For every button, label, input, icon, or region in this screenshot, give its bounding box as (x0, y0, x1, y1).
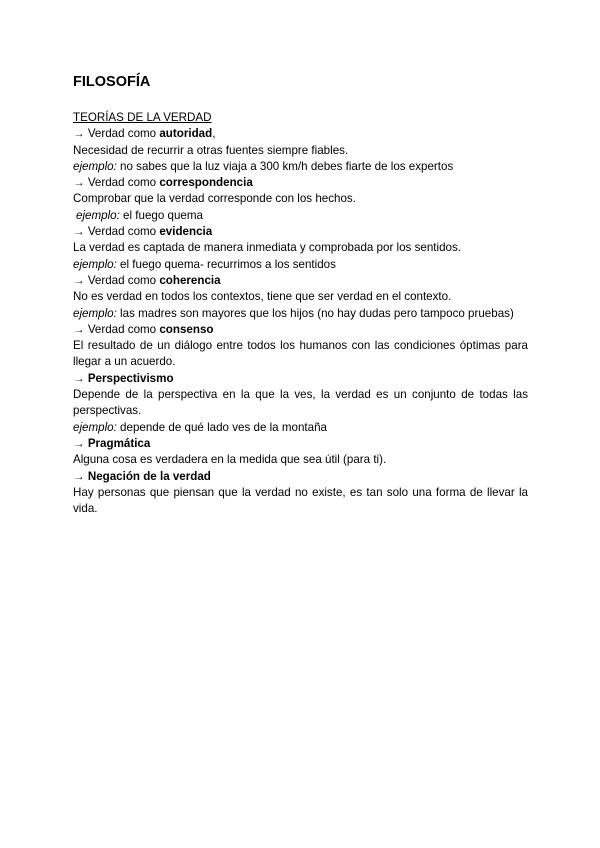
theory-autoridad-heading: → Verdad como autoridad, (73, 127, 216, 141)
theory-description: Hay personas que piensan que la verdad no existe, es tan solo una forma de llevar la vida. (73, 485, 528, 516)
arrow-icon: → (73, 273, 85, 287)
theory-term: evidencia (159, 225, 213, 239)
theory-description: La verdad es captada de manera inmediata y comprobada por los sentidos. (73, 241, 461, 255)
theory-correspondencia-heading: → Verdad como correspondencia (73, 176, 253, 190)
arrow-icon: → (73, 469, 85, 483)
arrow-icon: → (73, 371, 85, 385)
theory-description: Comprobar que la verdad corresponde con los hechos. (73, 192, 356, 206)
theory-pragmatica-heading (73, 436, 528, 452)
theory-description: Depende de la perspectiva en la que la ves, la verdad es un conjunto de todas las perspectivas. (73, 388, 528, 418)
theory-evidencia-heading: → Verdad como evidencia (73, 225, 213, 239)
theory-consenso-heading: → Verdad como consenso (73, 322, 214, 336)
theory-term: Perspectivismo (84, 371, 174, 385)
theory-example: ejemplo: depende de qué lado ves de la montaña (73, 420, 327, 434)
theory-example: ejemplo: las madres son mayores que los hijos (no hay dudas pero tampoco pruebas) (73, 306, 514, 320)
theory-negacion-heading (73, 469, 528, 485)
theory-term: Negación de la verdad (84, 469, 211, 483)
arrow-icon: → (73, 176, 85, 190)
theory-perspectivismo-heading (73, 371, 528, 387)
theory-coherencia-heading: → Verdad como coherencia (73, 273, 221, 287)
section-heading: TEORÍAS DE LA VERDAD (73, 111, 212, 124)
theory-term: correspondencia (159, 176, 253, 190)
theory-description: Necesidad de recurrir a otras fuentes siempre fiables. (73, 143, 349, 157)
document-body (73, 110, 528, 517)
theory-description: Alguna cosa es verdadera en la medida que sea útil (para ti). (73, 453, 387, 467)
arrow-icon: → (73, 436, 85, 450)
theory-example: ejemplo: el fuego quema- recurrimos a los sentidos (73, 257, 336, 271)
arrow-icon: → (73, 127, 85, 141)
theory-example: ejemplo: no sabes que la luz viaja a 300 km/h debes fiarte de los expertos (73, 159, 454, 173)
theory-description: El resultado de un diálogo entre todos los humanos con las condiciones óptimas para llegar a un acuerdo. (73, 339, 528, 369)
theory-term: coherencia (159, 273, 221, 287)
theory-term: consenso (159, 322, 214, 336)
theory-example: ejemplo: el fuego quema (76, 208, 203, 222)
arrow-icon: → (73, 322, 85, 336)
theory-term: Pragmática (84, 436, 151, 450)
page-title: FILOSOFÍA (73, 74, 151, 90)
theory-term: autoridad (159, 127, 213, 141)
theory-description: No es verdad en todos los contextos, tiene que ser verdad en el contexto. (73, 290, 452, 304)
arrow-icon: → (73, 225, 85, 239)
